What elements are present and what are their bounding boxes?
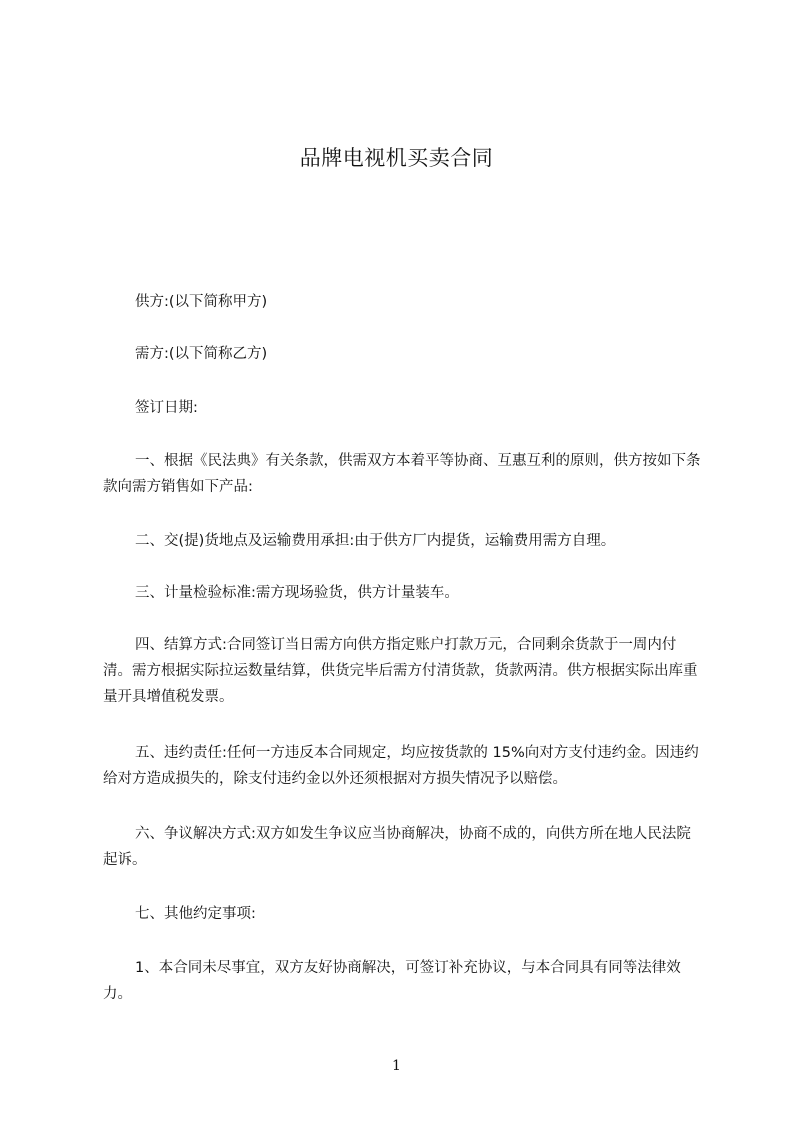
supplier-line bbox=[103, 289, 701, 315]
sign-date-line bbox=[103, 395, 701, 421]
clause-4 bbox=[103, 632, 701, 710]
clause-7-text: 七、其他约定事项: bbox=[135, 906, 256, 922]
clause-2-text: 二、交(提)货地点及运输费用承担:由于供方厂内提货，运输费用需方自理。 bbox=[135, 533, 616, 549]
clause-5-text: 五、违约责任:任何一方违反本合同规定，均应按货款的 15%向对方支付违约金。因违约给对方造成损失的，除支付违约金以外还须根据对方损失情况予以赔偿。 bbox=[103, 745, 699, 787]
page-number: 1 bbox=[392, 1058, 401, 1074]
clause-3 bbox=[103, 580, 701, 606]
clause-1-text: 一、根据《民法典》有关条款，供需双方本着平等协商、互惠互利的原则，供方按如下条款向需方销售如下产品: bbox=[103, 453, 701, 495]
clause-7 bbox=[103, 901, 701, 927]
buyer-line bbox=[103, 341, 701, 367]
clause-7-item-1-text: 1、本合同未尽事宜，双方友好协商解决，可签订补充协议，与本合同具有同等法律效力。 bbox=[103, 960, 681, 1002]
clause-3-text: 三、计量检验标准:需方现场验货，供方计量装车。 bbox=[135, 585, 459, 601]
clause-5 bbox=[103, 740, 701, 792]
document-title: 品牌电视机买卖合同 bbox=[299, 146, 494, 170]
sign-date-text: 签订日期: bbox=[135, 400, 198, 416]
clause-6 bbox=[103, 821, 701, 873]
clause-6-text: 六、争议解决方式:双方如发生争议应当协商解决，协商不成的，向供方所在地人民法院起诉。 bbox=[103, 826, 691, 868]
clause-7-item-1 bbox=[103, 955, 701, 1007]
clause-1 bbox=[103, 448, 701, 500]
clause-2 bbox=[103, 528, 701, 554]
clause-4-text: 四、结算方式:合同签订当日需方向供方指定账户打款万元，合同剩余货款于一周内付清。需方根据实际拉运数量结算，供货完毕后需方付清货款，货款两清。供方根据实际出库重量开具增值税发票。 bbox=[103, 637, 698, 705]
buyer-text: 需方:(以下简称乙方) bbox=[135, 346, 268, 362]
supplier-text: 供方:(以下简称甲方) bbox=[135, 294, 268, 310]
